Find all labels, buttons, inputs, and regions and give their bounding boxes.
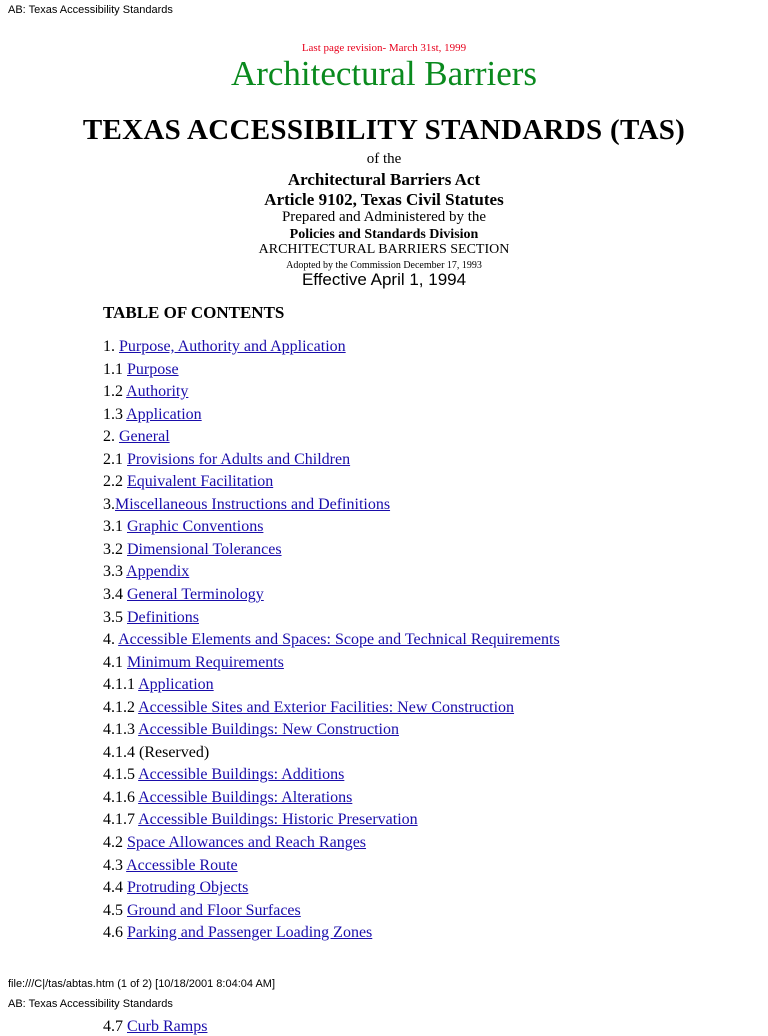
toc-heading: TABLE OF CONTENTS: [103, 303, 285, 322]
list-item: [103, 562, 560, 585]
list-item: [103, 427, 560, 450]
section-name: ARCHITECTURAL BARRIERS SECTION: [258, 242, 510, 257]
list-item: [103, 901, 560, 924]
toc-number: 4.1.6: [103, 788, 139, 806]
toc-number: 2.1: [103, 450, 127, 468]
toc-number: 3.5: [103, 608, 127, 626]
list-item: [103, 450, 560, 473]
table-of-contents: [103, 337, 560, 946]
page2-header: AB: Texas Accessibility Standards: [8, 998, 173, 1010]
list-item: [103, 765, 560, 788]
page-footer: file:///C|/tas/abtas.htm (1 of 2) [10/18/2001 8:04:04 AM]: [8, 978, 276, 990]
list-item: [103, 743, 560, 766]
toc-link[interactable]: Space Allowances and Reach Ranges: [127, 834, 367, 852]
toc-link[interactable]: Protruding Objects: [127, 879, 249, 897]
list-item: [103, 788, 560, 811]
toc-link[interactable]: Authority: [126, 383, 189, 401]
act-name: Architectural Barriers Act: [287, 170, 481, 189]
prepared-text: Prepared and Administered by the: [281, 209, 487, 225]
toc-link[interactable]: General Terminology: [127, 586, 264, 604]
toc-number: 1.2: [103, 383, 127, 401]
of-the-text: of the: [366, 151, 402, 167]
toc-number: 4.1.7: [103, 811, 139, 829]
toc-link[interactable]: Application: [138, 676, 214, 694]
list-item: [103, 833, 560, 856]
list-item: [103, 698, 560, 721]
list-item: [103, 382, 560, 405]
toc-number: 3.3: [103, 563, 127, 581]
toc-link[interactable]: Miscellaneous Instructions and Definitions: [115, 495, 391, 513]
toc-number: 1.: [103, 338, 119, 355]
tas-title: TEXAS ACCESSIBILITY STANDARDS (TAS): [82, 114, 686, 146]
toc-link[interactable]: Equivalent Facilitation: [127, 473, 274, 491]
list-item: [103, 810, 560, 833]
toc-number: 4.6: [103, 924, 127, 942]
toc-number: 4.1.2: [103, 698, 139, 716]
toc-number: 4.3: [103, 856, 127, 874]
list-item: [103, 1018, 207, 1036]
toc-link[interactable]: Application: [126, 405, 202, 423]
toc-number: 4.5: [103, 901, 127, 919]
toc-number: 4.: [103, 631, 119, 649]
list-item: [103, 675, 560, 698]
list-item: [103, 360, 560, 383]
article-name: Article 9102, Texas Civil Statutes: [264, 190, 504, 209]
list-item: [103, 472, 560, 495]
toc-link[interactable]: Ground and Floor Surfaces: [127, 901, 301, 919]
toc-link[interactable]: Purpose: [127, 360, 179, 378]
toc-number: 4.1.3: [103, 721, 139, 739]
list-item: [103, 720, 560, 743]
page-header: AB: Texas Accessibility Standards: [8, 4, 173, 16]
toc-number: 3.: [103, 495, 115, 513]
toc-link[interactable]: Accessible Route: [126, 856, 238, 874]
list-item: [103, 405, 560, 428]
toc-link[interactable]: Parking and Passenger Loading Zones: [127, 924, 373, 942]
toc-link[interactable]: Accessible Buildings: Additions: [138, 766, 345, 784]
toc-link[interactable]: Minimum Requirements: [127, 653, 284, 671]
toc-number: 2.: [103, 428, 119, 446]
list-item: [103, 923, 560, 946]
main-title: Architectural Barriers: [230, 54, 538, 93]
list-item: [103, 630, 560, 653]
toc-number: 3.1: [103, 518, 127, 536]
list-item: [103, 856, 560, 879]
list-item: [103, 653, 560, 676]
list-item: [103, 517, 560, 540]
toc-link[interactable]: Accessible Elements and Spaces: Scope and Technical Requirements: [118, 631, 560, 649]
toc-number: 4.1.4: [103, 743, 139, 761]
list-item: [103, 495, 560, 518]
toc-link[interactable]: Accessible Buildings: New Construction: [138, 721, 399, 739]
toc-link[interactable]: Accessible Buildings: Alterations: [138, 788, 353, 806]
toc-number: 4.1.5: [103, 766, 139, 784]
toc-link[interactable]: Provisions for Adults and Children: [127, 450, 351, 468]
toc-link[interactable]: Curb Ramps: [127, 1018, 208, 1035]
toc-number: 4.4: [103, 879, 127, 897]
toc-link[interactable]: Graphic Conventions: [127, 518, 264, 536]
effective-date: Effective April 1, 1994: [301, 270, 467, 289]
toc-number: 4.2: [103, 834, 127, 852]
toc-number: 4.7: [103, 1018, 127, 1035]
toc-link[interactable]: Accessible Sites and Exterior Facilities: New Construction: [138, 698, 515, 716]
division-name: Policies and Standards Division: [289, 227, 479, 242]
revision-note: Last page revision- March 31st, 1999: [301, 42, 467, 54]
toc-number: 1.1: [103, 360, 127, 378]
list-item: [103, 337, 560, 360]
toc-link[interactable]: Accessible Buildings: Historic Preservation: [138, 811, 418, 829]
toc-number: 1.3: [103, 405, 127, 423]
toc-number: 2.2: [103, 473, 127, 491]
toc-link[interactable]: General: [119, 428, 170, 446]
toc-link[interactable]: Purpose, Authority and Application: [119, 338, 346, 355]
toc-number: 4.1: [103, 653, 127, 671]
toc-number: 4.1.1: [103, 676, 139, 694]
list-item: [103, 540, 560, 563]
toc-number: 3.2: [103, 540, 127, 558]
toc-number: 3.4: [103, 586, 127, 604]
list-item: [103, 878, 560, 901]
toc-link[interactable]: Dimensional Tolerances: [127, 540, 282, 558]
toc-label: (Reserved): [139, 743, 210, 761]
toc-link[interactable]: Appendix: [126, 563, 190, 581]
list-item: [103, 608, 560, 631]
list-item: [103, 585, 560, 608]
toc-link[interactable]: Definitions: [127, 608, 199, 626]
adopted-date: Adopted by the Commission December 17, 1993: [286, 260, 482, 271]
